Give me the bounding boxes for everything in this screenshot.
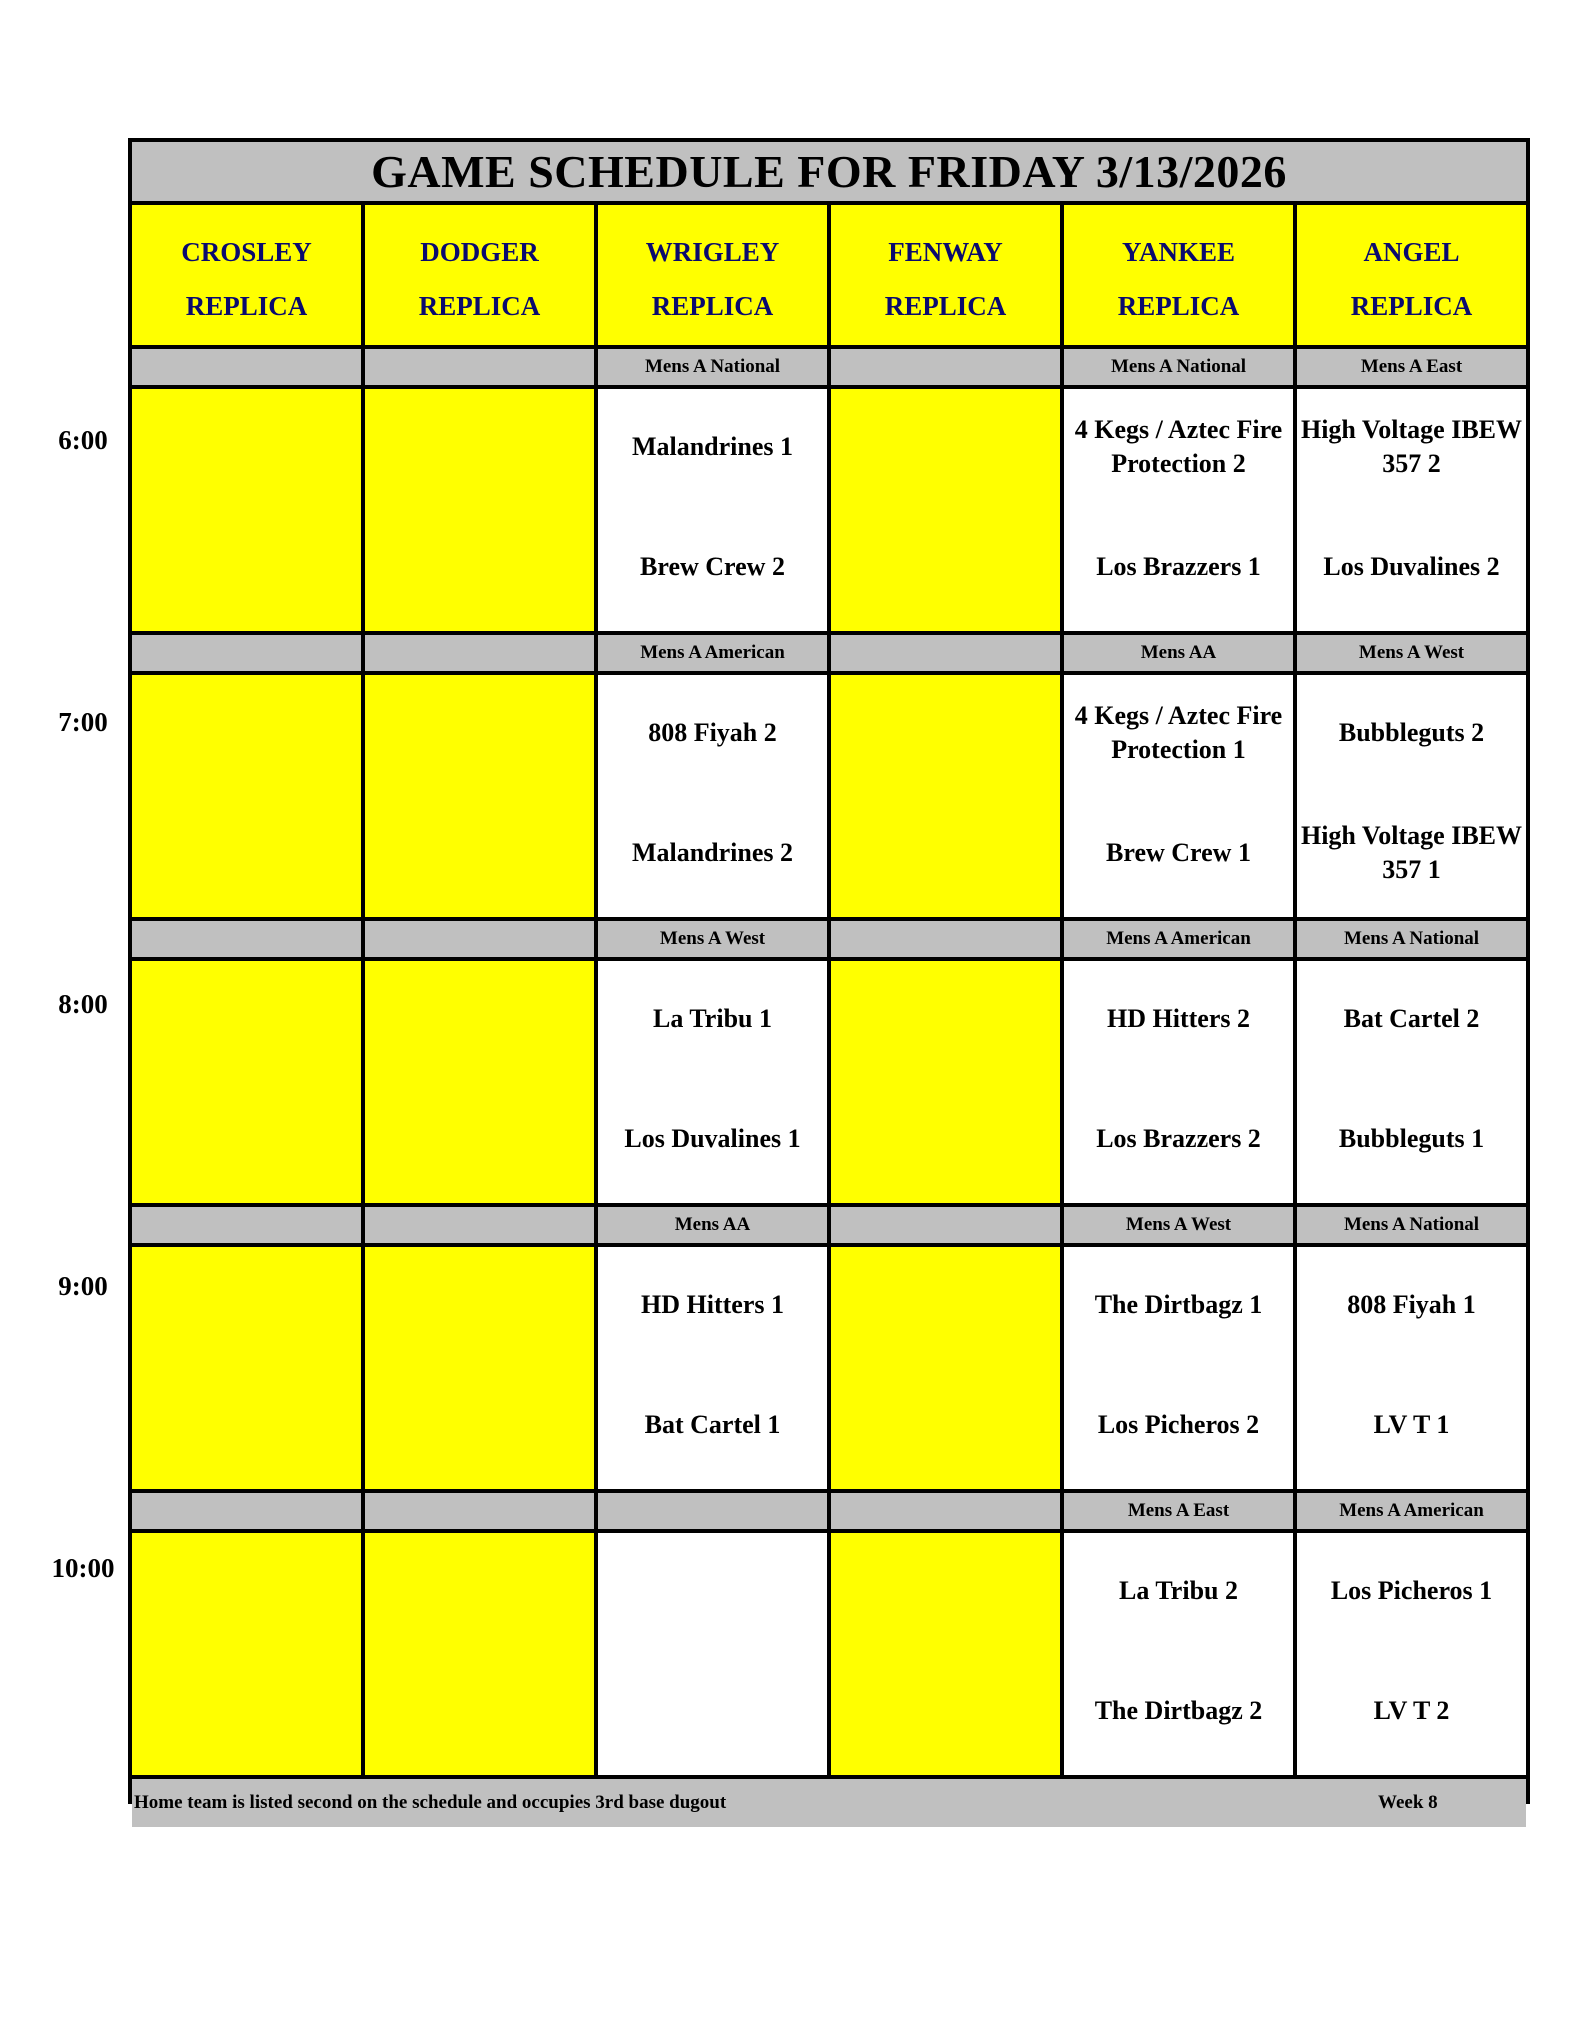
division-label xyxy=(132,1207,361,1243)
home-team: Los Picheros 2 xyxy=(1097,1410,1260,1439)
division-label xyxy=(365,349,594,385)
venue-subtitle: REPLICA xyxy=(418,291,541,321)
away-team: 4 Kegs / Aztec Fire Protection 2 xyxy=(1074,415,1283,478)
division-label: Mens AA xyxy=(1064,635,1293,671)
venue-name: YANKEE xyxy=(1121,237,1236,267)
venue-header xyxy=(365,205,594,345)
empty-field-slot xyxy=(365,389,594,631)
empty-field-slot xyxy=(132,1533,361,1775)
division-label: Mens AA xyxy=(598,1207,827,1243)
game-cell xyxy=(598,1247,827,1489)
away-team: High Voltage IBEW 357 2 xyxy=(1300,415,1523,478)
home-team: Bubbleguts 1 xyxy=(1338,1124,1485,1153)
division-label xyxy=(831,349,1060,385)
division-label: Mens A West xyxy=(1297,635,1526,671)
empty-field-slot xyxy=(132,675,361,917)
venue-subtitle: REPLICA xyxy=(1350,291,1473,321)
empty-field-slot xyxy=(831,675,1060,917)
empty-field-slot xyxy=(365,961,594,1203)
away-team: HD Hitters 1 xyxy=(641,1290,784,1319)
division-label: Mens A National xyxy=(598,349,827,385)
home-team: The Dirtbagz 2 xyxy=(1094,1696,1263,1725)
venue-subtitle: REPLICA xyxy=(185,291,308,321)
game-cell xyxy=(1064,1533,1293,1775)
division-label: Mens A East xyxy=(1064,1493,1293,1529)
venue-name: ANGEL xyxy=(1363,237,1460,267)
home-team: High Voltage IBEW 357 1 xyxy=(1300,821,1523,884)
division-label: Mens A American xyxy=(598,635,827,671)
open-field-slot xyxy=(598,1533,827,1775)
game-cell xyxy=(598,389,827,631)
home-team: Brew Crew 1 xyxy=(1106,838,1251,867)
division-label: Mens A West xyxy=(1064,1207,1293,1243)
away-team: Bubbleguts 2 xyxy=(1338,718,1485,747)
venue-header xyxy=(1297,205,1526,345)
venue-name: CROSLEY xyxy=(181,237,312,267)
game-cell xyxy=(1297,675,1526,917)
empty-field-slot xyxy=(365,675,594,917)
empty-field-slot xyxy=(132,1247,361,1489)
home-team: Malandrines 2 xyxy=(631,838,794,867)
away-team: La Tribu 1 xyxy=(653,1004,772,1033)
division-label xyxy=(132,921,361,957)
away-team: HD Hitters 2 xyxy=(1107,1004,1250,1033)
game-cell xyxy=(1064,675,1293,917)
week-label: Week 8 xyxy=(1378,1792,1438,1813)
game-cell xyxy=(1297,961,1526,1203)
home-team: LV T 1 xyxy=(1373,1410,1450,1439)
away-team: 808 Fiyah 2 xyxy=(648,718,777,747)
venue-header xyxy=(598,205,827,345)
away-team: Malandrines 1 xyxy=(631,432,794,461)
venue-header xyxy=(132,205,361,345)
venue-header xyxy=(1064,205,1293,345)
division-label xyxy=(831,1493,1060,1529)
time-label: 8:00 xyxy=(58,989,108,1019)
empty-field-slot xyxy=(132,389,361,631)
footer-note: Home team is listed second on the schedule and occupies 3rd base dugout xyxy=(134,1792,727,1813)
time-label: 7:00 xyxy=(58,707,108,737)
away-team: The Dirtbagz 1 xyxy=(1094,1290,1263,1319)
division-label xyxy=(831,635,1060,671)
division-label: Mens A West xyxy=(598,921,827,957)
game-cell xyxy=(1297,389,1526,631)
away-team: 808 Fiyah 1 xyxy=(1347,1290,1476,1319)
empty-field-slot xyxy=(365,1533,594,1775)
away-team: La Tribu 2 xyxy=(1119,1576,1238,1605)
game-cell xyxy=(1297,1533,1526,1775)
division-label xyxy=(132,635,361,671)
division-label: Mens A National xyxy=(1297,921,1526,957)
division-label xyxy=(365,921,594,957)
venue-subtitle: REPLICA xyxy=(1117,291,1240,321)
venue-name: FENWAY xyxy=(888,237,1003,267)
venue-header xyxy=(831,205,1060,345)
home-team: Los Duvalines 1 xyxy=(624,1124,801,1153)
empty-field-slot xyxy=(831,389,1060,631)
division-label: Mens A American xyxy=(1297,1493,1526,1529)
division-label xyxy=(365,635,594,671)
division-label xyxy=(365,1493,594,1529)
footer-bar xyxy=(132,1779,1526,1827)
division-label: Mens A National xyxy=(1297,1207,1526,1243)
division-label: Mens A East xyxy=(1297,349,1526,385)
home-team: Los Brazzers 1 xyxy=(1096,552,1261,581)
home-team: Los Brazzers 2 xyxy=(1096,1124,1261,1153)
game-cell xyxy=(1064,961,1293,1203)
venue-subtitle: REPLICA xyxy=(884,291,1007,321)
home-team: Los Duvalines 2 xyxy=(1323,552,1500,581)
empty-field-slot xyxy=(831,1247,1060,1489)
empty-field-slot xyxy=(831,1533,1060,1775)
game-cell xyxy=(1297,1247,1526,1489)
time-label: 9:00 xyxy=(58,1271,108,1301)
empty-field-slot xyxy=(132,961,361,1203)
division-label xyxy=(598,1493,827,1529)
division-label: Mens A American xyxy=(1064,921,1293,957)
venue-subtitle: REPLICA xyxy=(651,291,774,321)
division-label xyxy=(831,921,1060,957)
division-label xyxy=(831,1207,1060,1243)
away-team: 4 Kegs / Aztec Fire Protection 1 xyxy=(1074,701,1283,764)
game-cell xyxy=(1064,389,1293,631)
empty-field-slot xyxy=(365,1247,594,1489)
schedule-grid xyxy=(132,142,1526,1813)
schedule-title: GAME SCHEDULE FOR FRIDAY 3/13/2026 xyxy=(132,142,1526,201)
schedule-table xyxy=(128,138,1530,1813)
empty-field-slot xyxy=(831,961,1060,1203)
division-label xyxy=(365,1207,594,1243)
time-label: 10:00 xyxy=(51,1553,115,1583)
away-team: Bat Cartel 2 xyxy=(1343,1004,1480,1033)
venue-name: WRIGLEY xyxy=(645,237,780,267)
game-cell xyxy=(1064,1247,1293,1489)
home-team: Brew Crew 2 xyxy=(640,552,785,581)
game-cell xyxy=(598,675,827,917)
time-label: 6:00 xyxy=(58,425,108,455)
venue-name: DODGER xyxy=(420,237,539,267)
division-label: Mens A National xyxy=(1064,349,1293,385)
game-cell xyxy=(598,961,827,1203)
division-label xyxy=(132,349,361,385)
division-label xyxy=(132,1493,361,1529)
home-team: Bat Cartel 1 xyxy=(644,1410,781,1439)
away-team: Los Picheros 1 xyxy=(1330,1576,1493,1605)
home-team: LV T 2 xyxy=(1373,1696,1450,1725)
